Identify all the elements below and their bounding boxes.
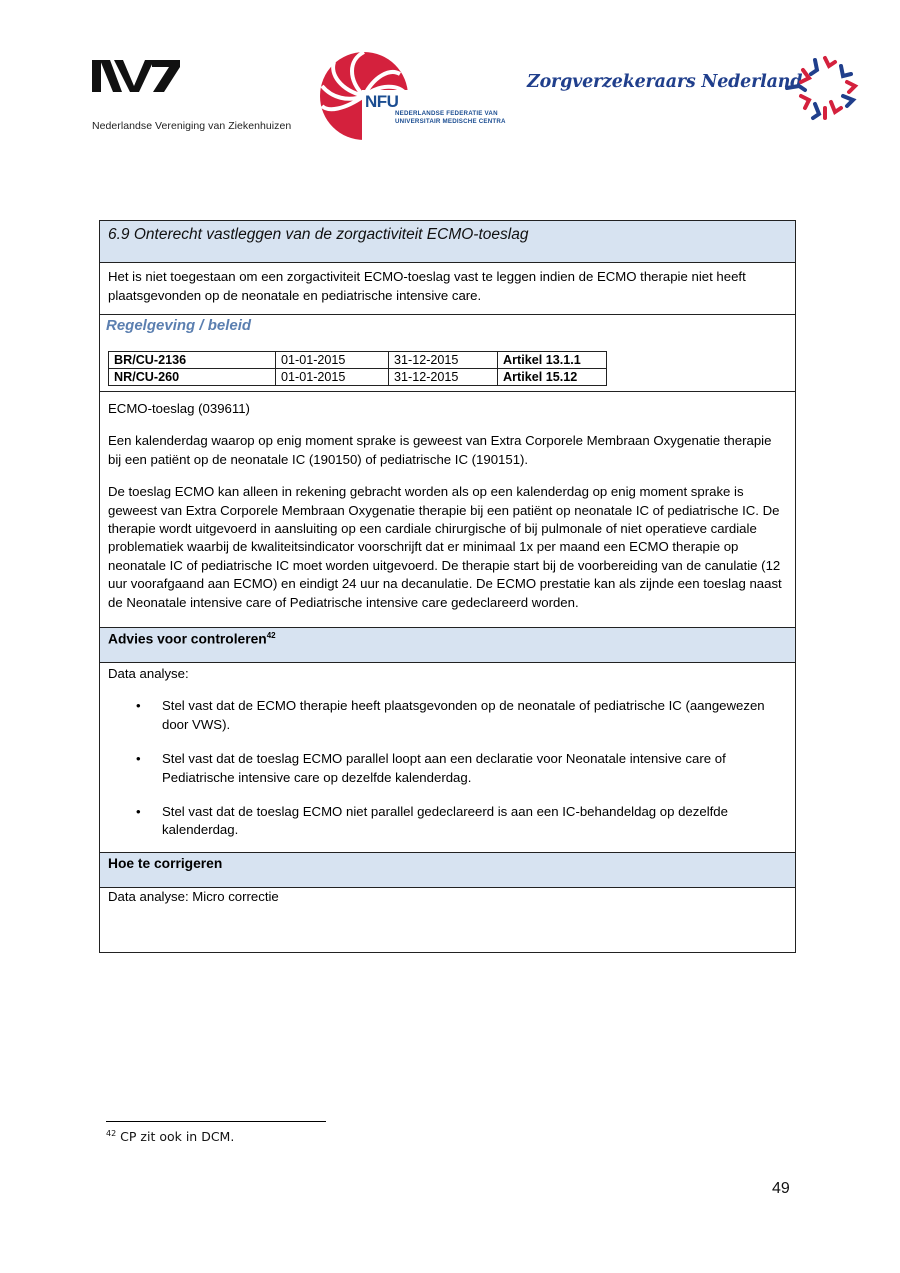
start-date: 01-01-2015 <box>276 369 389 386</box>
list-item-text: Stel vast dat de toeslag ECMO parallel loopt aan een declaratie voor Neonatale intensive care of Pediatrische intensive care op dezelfde kalenderdag. <box>162 751 726 785</box>
nfu-name: NFU <box>365 92 399 111</box>
description-paragraph: Een kalenderdag waarop op enig moment sprake is geweest van Extra Corporele Membraan Oxygenatie therapie bij een patiënt op de neonatale IC (190150) of pediatrische IC (190151). <box>108 433 772 467</box>
list-item <box>136 750 787 787</box>
nfu-subtitle <box>395 110 506 126</box>
description-paragraph: ECMO-toeslag (039611) <box>108 401 250 416</box>
article: Artikel 13.1.1 <box>498 352 607 369</box>
rule-table <box>99 220 796 953</box>
article: Artikel 15.12 <box>498 369 607 386</box>
regelgeving-title: Regelgeving / beleid <box>106 317 252 334</box>
rule-code: BR/CU-2136 <box>109 352 276 369</box>
regelgeving-row <box>100 315 795 392</box>
zn-logo <box>527 52 867 127</box>
corrigeren-header <box>100 853 795 888</box>
regelgeving-table-row <box>109 352 607 369</box>
regelgeving-table-row <box>109 369 607 386</box>
zn-figures-ring-icon <box>785 52 865 122</box>
corrigeren-body: Data analyse: Micro correctie <box>108 889 279 904</box>
section-intro: Het is niet toegestaan om een zorgactiviteit ECMO-toeslag vast te leggen indien de ECMO therapie niet heeft plaatsgevonden op de neonatale en pediatrische intensive care. <box>100 263 795 315</box>
nfu-logo <box>318 50 528 142</box>
rule-code: NR/CU-260 <box>109 369 276 386</box>
advies-title: Advies voor controleren <box>108 631 267 647</box>
section-title: 6.9 Onterecht vastleggen van de zorgactiviteit ECMO-toeslag <box>108 226 529 243</box>
list-item-text: Stel vast dat de toeslag ECMO niet parallel gedeclareerd is aan een IC-behandeldag op dezelfde kalenderdag. <box>162 804 728 838</box>
nvz-logo <box>92 58 312 138</box>
nvz-subtitle: Nederlandse Vereniging van Ziekenhuizen <box>92 120 292 132</box>
nfu-subtitle-line-1: NEDERLANDSE FEDERATIE VAN <box>395 110 498 117</box>
list-item <box>136 803 787 840</box>
advies-body <box>100 663 795 853</box>
zn-name: Zorgverzekeraars Nederland <box>527 72 803 92</box>
bullet-icon: • <box>136 804 141 820</box>
footnote-reference[interactable]: 42 <box>266 631 276 640</box>
list-item-text: Stel vast dat de ECMO therapie heeft plaatsgevonden op de neonatale of pediatrische IC (aangewezen door VWS). <box>162 698 765 732</box>
advies-lead: Data analyse: <box>108 666 189 681</box>
footnote-number: 42 <box>106 1129 117 1138</box>
regelgeving-table <box>108 351 607 386</box>
footnote-text: CP zit ook in DCM. <box>120 1129 235 1145</box>
bullet-icon: • <box>136 698 141 714</box>
bullet-icon: • <box>136 751 141 767</box>
end-date: 31-12-2015 <box>389 369 498 386</box>
description-body <box>100 392 795 628</box>
corrigeren-title: Hoe te corrigeren <box>108 856 223 871</box>
description-paragraph: De toeslag ECMO kan alleen in rekening gebracht worden als op een kalenderdag op enig moment sprake is geweest van Extra Corporele Membraan Oxygenatie therapie bij een patiënt op neonatale IC of pediatrische IC. De therapie wordt uitgevoerd in aansluiting op een cardiale chirurgische of bij pulmonale of niet operatieve cardiale problematiek waarbij de kwaliteitsindicator voorschrijft dat er minimaal 1x per maand een ECMO therapie op neonatale IC of pediatrische IC moet worden uitgevoerd. De therapie start bij de voorbereiding van de canulatie (12 uur voorafgaand aan ECMO) en eindigt 24 uur na decanulatie. De ECMO prestatie kan als zijnde een toeslag naast de Neonatale intensive care of Pediatrische intensive care gedeclareerd worden. <box>108 484 782 610</box>
nvz-logo-mark <box>92 58 184 94</box>
page-number: 49 <box>772 1180 790 1197</box>
advies-header <box>100 628 795 663</box>
end-date: 31-12-2015 <box>389 352 498 369</box>
start-date: 01-01-2015 <box>276 352 389 369</box>
advies-list <box>108 697 787 839</box>
list-item <box>136 697 787 734</box>
footnote <box>106 1129 234 1144</box>
section-title-row <box>100 221 795 263</box>
nfu-subtitle-line-2: UNIVERSITAIR MEDISCHE CENTRA <box>395 118 506 125</box>
footnote-separator <box>106 1121 326 1122</box>
